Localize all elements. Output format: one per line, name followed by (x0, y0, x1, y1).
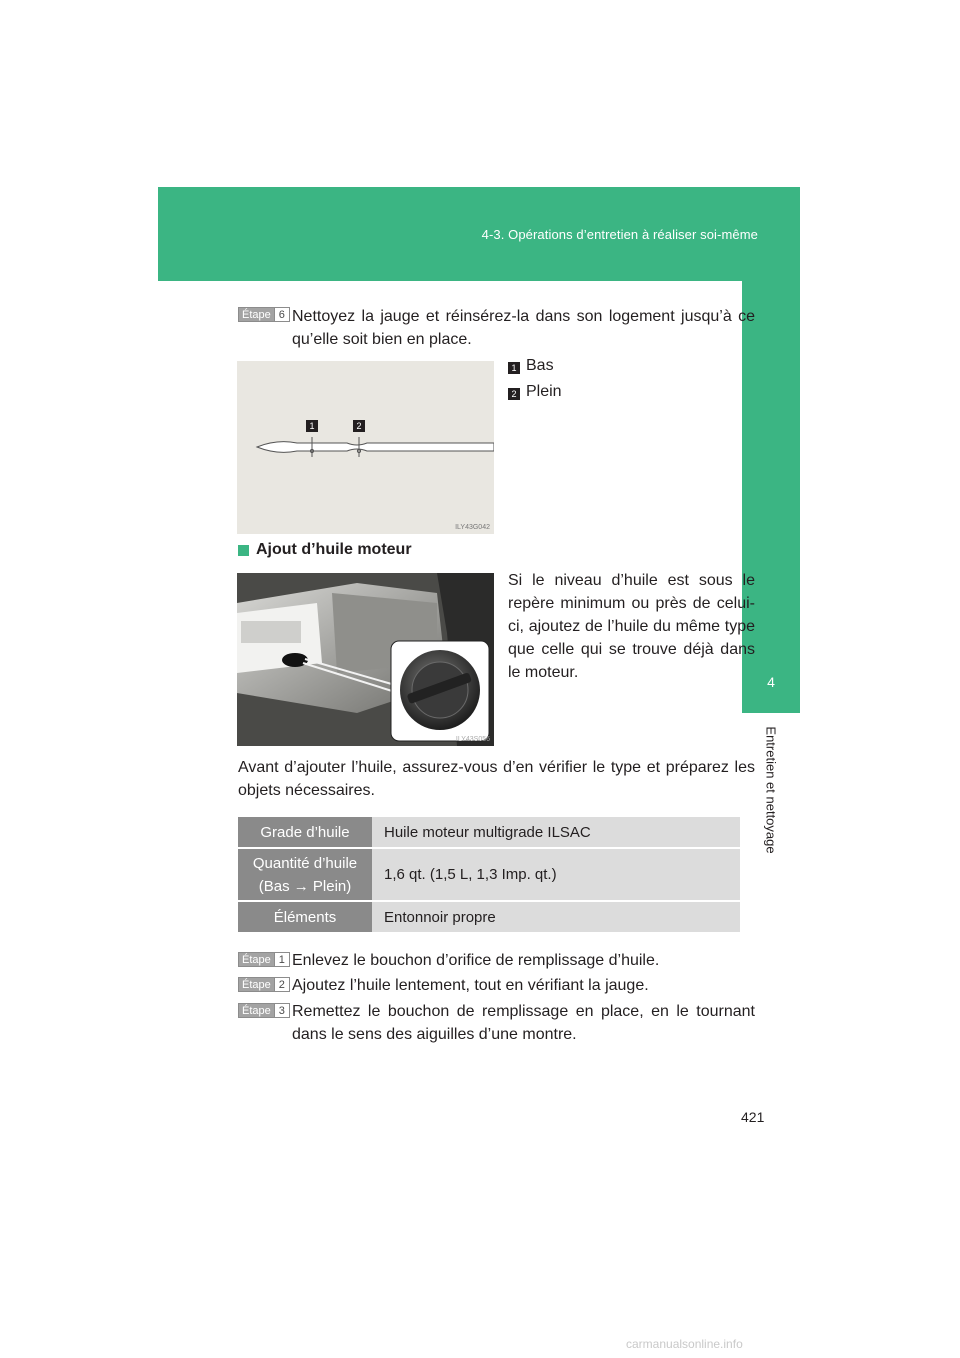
step-3-text: Remettez le bouchon de remplissage en place, en le tournant dans le sens des aiguilles d’une montre. (292, 1003, 755, 1043)
section-heading (238, 541, 412, 559)
step-badge-number: 3 (274, 1004, 289, 1017)
figure-code: ILY43G042 (455, 524, 490, 531)
legend-num-icon: 1 (508, 362, 520, 374)
table-value: Entonnoir propre (372, 902, 740, 932)
step-badge-label: Étape (239, 978, 274, 991)
dipstick-figure (237, 361, 494, 534)
step-badge-1 (238, 952, 290, 967)
step-badge-6 (238, 307, 290, 322)
step-1-text: Enlevez le bouchon d’orifice de remplissage d’huile. (292, 952, 660, 969)
chapter-number: 4 (767, 674, 775, 690)
step-2-text: Ajoutez l’huile lentement, tout en vérifiant la jauge. (292, 977, 649, 994)
table-row (238, 849, 740, 900)
watermark: carmanualsonline.info (626, 1337, 743, 1351)
table-value: Huile moteur multigrade ILSAC (372, 817, 740, 847)
chapter-side-label: Entretien et nettoyage (763, 726, 779, 854)
step-badge-label: Étape (239, 1004, 274, 1017)
engine-figure (237, 573, 494, 746)
table-value: 1,6 qt. (1,5 L, 1,3 Imp. qt.) (372, 849, 740, 900)
table-key (238, 849, 372, 900)
table-key: Grade d’huile (238, 817, 372, 847)
section-title: Ajout d’huile moteur (256, 541, 412, 558)
legend-low-label: Bas (526, 357, 554, 374)
before-adding-paragraph: Avant d’ajouter l’huile, assurez-vous d’en vérifier le type et préparez les objets nécessaires. (238, 759, 755, 799)
table-key-line: Quantité d’huile (252, 854, 358, 872)
table-key: Éléments (238, 902, 372, 932)
table-row (238, 817, 740, 847)
step-badge-3 (238, 1003, 290, 1018)
table-row (238, 902, 740, 932)
add-oil-paragraph: Si le niveau d’huile est sous le repère minimum ou près de celui-ci, ajoutez de l’huile du même type que celle qui se trouve déjà dans le moteur. (508, 572, 755, 681)
step-badge-2 (238, 977, 290, 992)
chapter-header (158, 187, 800, 281)
marker-low-icon: 1 (306, 420, 318, 432)
oil-spec-table (238, 817, 740, 932)
step-badge-label: Étape (239, 953, 274, 966)
step-badge-number: 6 (274, 308, 289, 321)
page-number: 421 (741, 1109, 765, 1125)
dipstick-illustration (237, 361, 494, 534)
table-key-line: (Bas → Plein) (258, 877, 352, 895)
marker-full-icon: 2 (353, 420, 365, 432)
step-badge-number: 2 (274, 978, 289, 991)
section-square-icon (238, 545, 249, 556)
legend-full-label: Plein (526, 383, 562, 400)
step-6-text: Nettoyez la jauge et réinsérez-la dans son logement jusqu’à ce qu’elle soit bien en place. (292, 308, 755, 348)
legend-num-icon: 2 (508, 388, 520, 400)
step-badge-label: Étape (239, 308, 274, 321)
engine-illustration (237, 573, 494, 746)
figure-code: ILY43S056 (455, 736, 490, 743)
step-badge-number: 1 (274, 953, 289, 966)
chapter-title: 4-3. Opérations d’entretien à réaliser soi-même (481, 227, 758, 242)
